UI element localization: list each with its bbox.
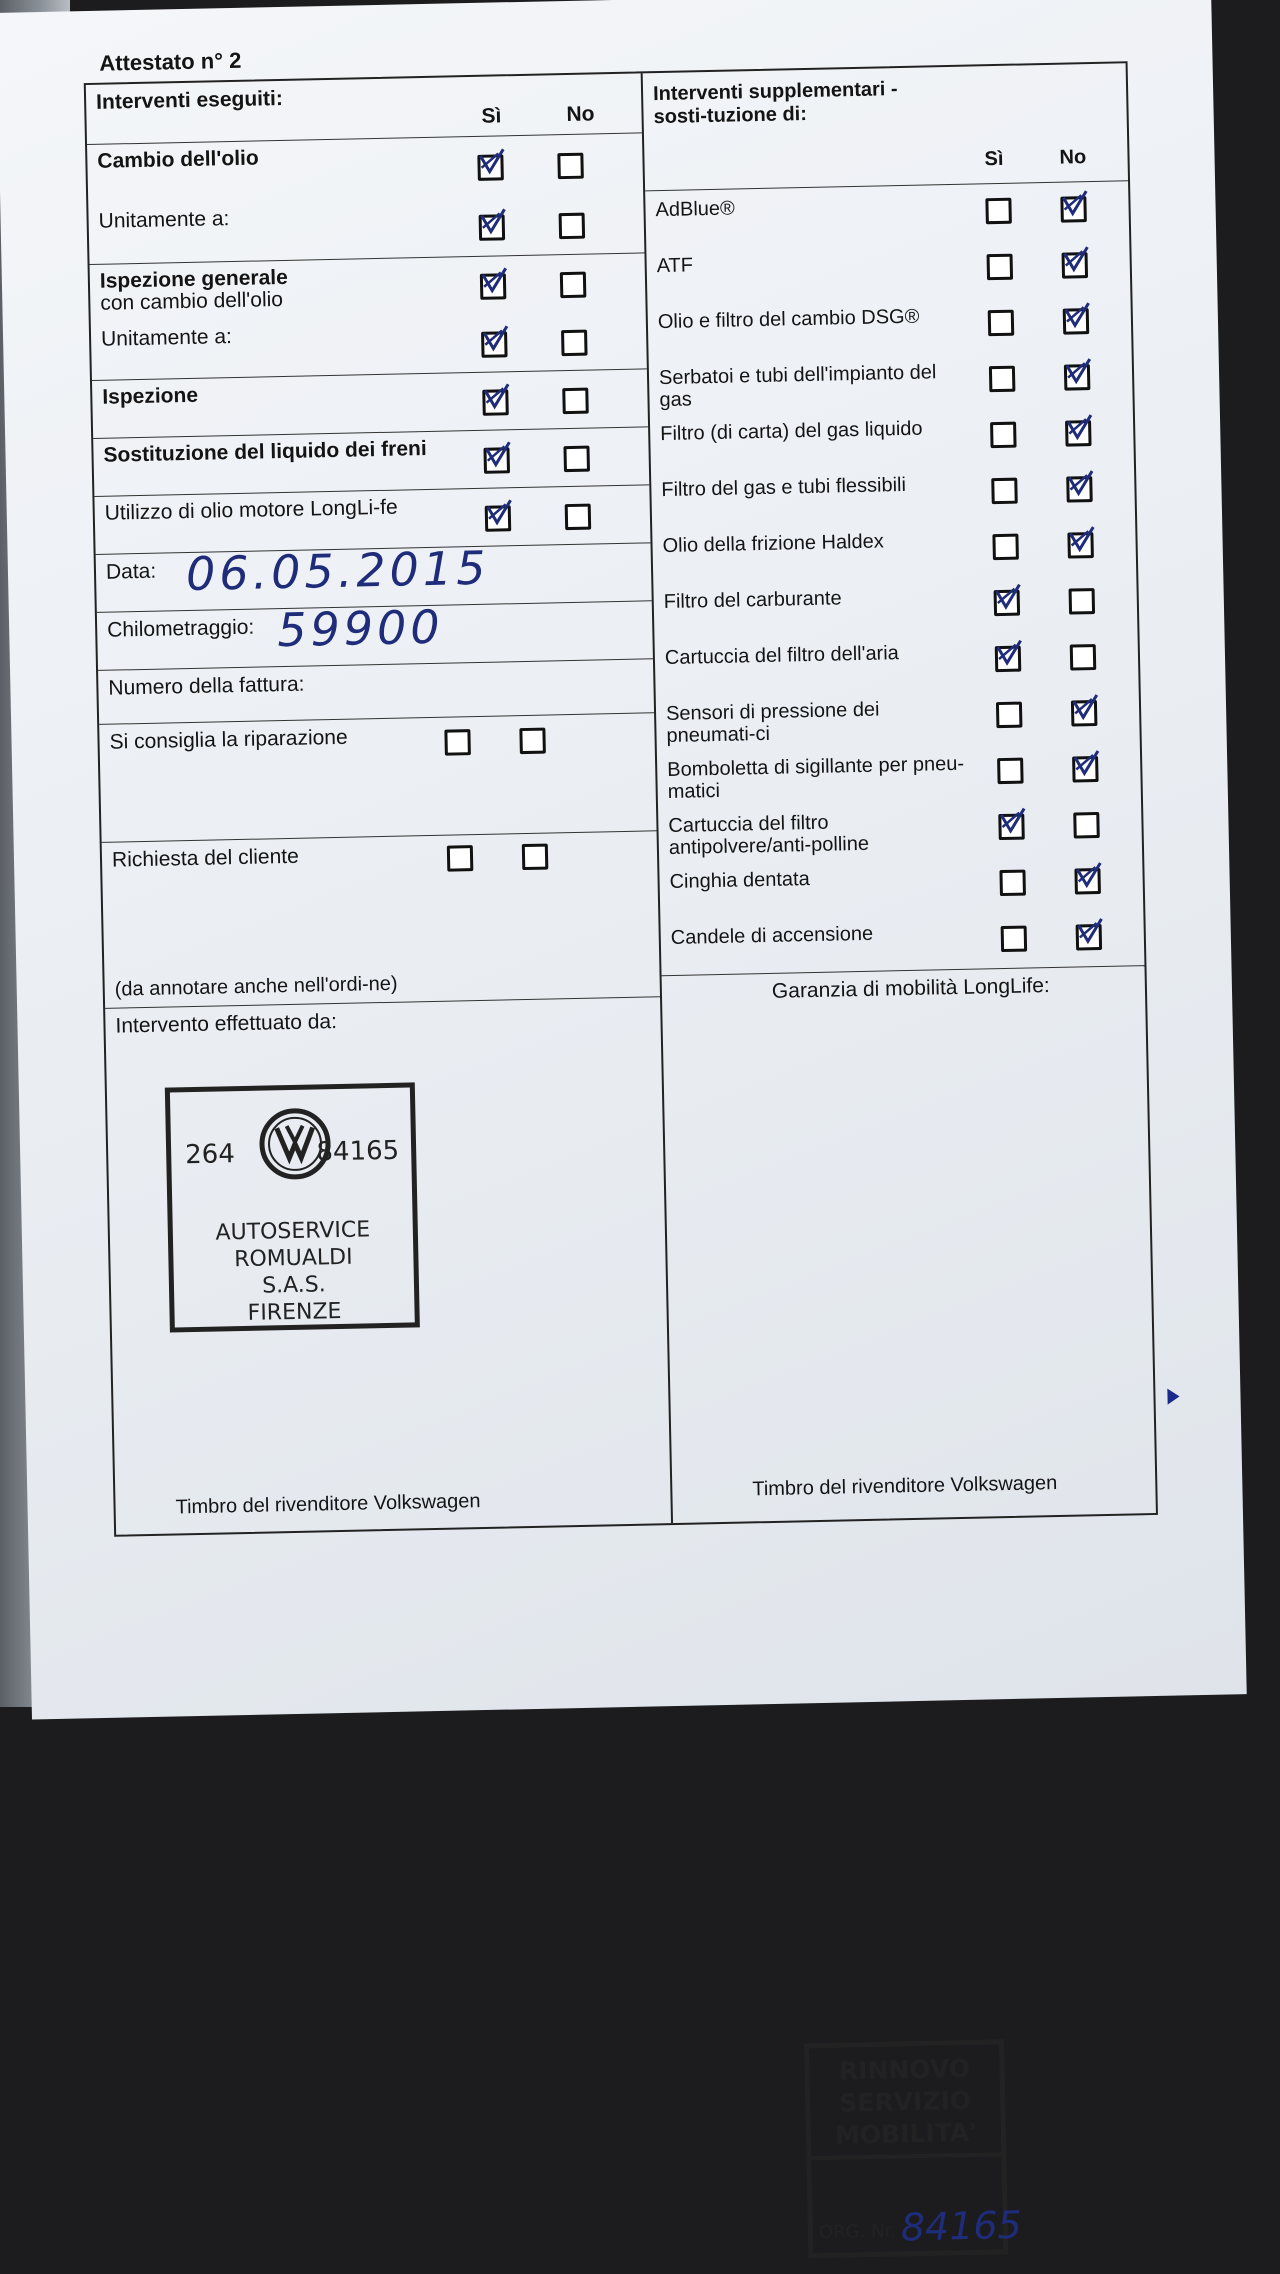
right-row xyxy=(651,461,1135,527)
right-row xyxy=(647,293,1131,359)
right-row-no-checkbox[interactable] xyxy=(1062,252,1089,279)
right-row-yes-checkbox[interactable] xyxy=(987,254,1014,281)
right-row-yes-checkbox[interactable] xyxy=(990,422,1017,449)
left-row-yes-checkbox[interactable] xyxy=(480,273,507,300)
right-row-yes-checkbox[interactable] xyxy=(997,758,1024,785)
right-row-no-checkbox[interactable] xyxy=(1066,476,1093,503)
left-row-no-checkbox[interactable] xyxy=(557,153,584,180)
page-title: Attestato n° 2 xyxy=(99,47,242,76)
right-header xyxy=(643,63,1128,191)
customer-request-row xyxy=(102,831,660,1009)
left-row-no-checkbox[interactable] xyxy=(565,504,592,531)
left-row-yes-checkbox[interactable] xyxy=(479,214,506,241)
right-row-no-checkbox[interactable] xyxy=(1060,196,1087,223)
right-row-label: Candele di accensione xyxy=(670,922,874,949)
date-value[interactable]: 06.05.2015 xyxy=(185,540,490,602)
footer-left-label: Timbro del rivenditore Volkswagen xyxy=(175,1490,481,1519)
km-value[interactable]: 59900 xyxy=(276,599,445,658)
right-row-no-checkbox[interactable] xyxy=(1064,364,1091,391)
right-row-label: Olio della frizione Haldex xyxy=(662,530,884,558)
right-row-no-checkbox[interactable] xyxy=(1074,868,1101,895)
invoice-label[interactable]: Numero della fattura: xyxy=(108,672,305,700)
left-row-sublabel: con cambio dell'olio xyxy=(100,287,284,315)
right-row-label: Filtro del carburante xyxy=(663,587,842,614)
stamp-line-1: AUTOSERVICE xyxy=(215,1217,371,1246)
left-row-label: Utilizzo di olio motore LongLi-fe xyxy=(104,495,398,525)
right-yes-header: Sì xyxy=(984,147,1004,171)
right-row-no-checkbox[interactable] xyxy=(1069,588,1096,615)
left-row-label: Cambio dell'olio xyxy=(97,146,259,173)
footer-right-label: Timbro del rivenditore Volkswagen xyxy=(752,1472,1058,1501)
right-header-label: Interventi supplementari - sosti-tuzione di: xyxy=(652,78,898,129)
stamp-dealer-number: 84165 xyxy=(316,1135,400,1168)
right-row-no-checkbox[interactable] xyxy=(1065,420,1092,447)
right-row-yes-checkbox[interactable] xyxy=(1001,926,1028,953)
right-row-yes-checkbox[interactable] xyxy=(995,646,1022,673)
mobility-line-1: RINNOVO xyxy=(838,2053,971,2086)
right-row-yes-checkbox[interactable] xyxy=(994,590,1021,617)
right-row-label: Cinghia dentata xyxy=(669,868,810,893)
mobility-line-2: SERVIZIO xyxy=(839,2085,972,2118)
dealer-stamp xyxy=(165,1082,420,1332)
right-row-yes-checkbox[interactable] xyxy=(991,478,1018,505)
right-row xyxy=(656,685,1140,751)
right-row xyxy=(649,349,1133,415)
right-row-yes-checkbox[interactable] xyxy=(996,702,1023,729)
org-number-label: ORG. Nr. xyxy=(818,2220,897,2244)
right-row-no-checkbox[interactable] xyxy=(1070,644,1097,671)
left-row-yes-checkbox[interactable] xyxy=(485,505,512,532)
org-number-value: 84165 xyxy=(900,2202,1023,2250)
right-row xyxy=(660,909,1144,975)
right-row xyxy=(650,405,1134,471)
left-row-label: Sostituzione del liquido dei freni xyxy=(103,436,427,467)
stamp-dealer-code: 264 xyxy=(184,1139,236,1171)
right-row-label: AdBlue® xyxy=(655,197,735,222)
left-row-label: Ispezione xyxy=(102,383,199,409)
right-row-label: Filtro del gas e tubi flessibili xyxy=(661,473,907,502)
right-row-yes-checkbox[interactable] xyxy=(989,366,1016,393)
mobility-label: Garanzia di mobilità LongLife: xyxy=(771,974,1050,1003)
right-row-no-checkbox[interactable] xyxy=(1063,308,1090,335)
left-row-label: Ispezione generale xyxy=(99,265,289,293)
right-row xyxy=(645,181,1129,247)
performed-by-label: Intervento effettuato da: xyxy=(115,1009,338,1038)
mobility-stamp-text xyxy=(809,2044,1001,2160)
left-rows xyxy=(87,133,650,555)
right-row-yes-checkbox[interactable] xyxy=(988,310,1015,337)
right-row-no-checkbox[interactable] xyxy=(1073,812,1100,839)
left-row-no-checkbox[interactable] xyxy=(563,446,590,473)
right-row-label: Sensori di pressione dei pneumati-ci xyxy=(665,698,880,748)
stamp-line-4: FIRENZE xyxy=(247,1298,342,1326)
request-yes-checkbox[interactable] xyxy=(447,845,474,872)
service-form xyxy=(83,29,1174,2250)
repair-label: Si consiglia la riparazione xyxy=(109,725,348,754)
right-row-label: ATF xyxy=(656,254,694,278)
date-label: Data: xyxy=(105,559,157,584)
next-page-arrow-icon[interactable] xyxy=(1167,1388,1179,1404)
right-row xyxy=(658,797,1142,863)
repair-no-checkbox[interactable] xyxy=(519,728,546,755)
mobility-row xyxy=(662,966,1156,2250)
right-row-label: Filtro (di carta) del gas liquido xyxy=(659,417,923,446)
right-row-no-checkbox[interactable] xyxy=(1067,532,1094,559)
no-column-header: No xyxy=(566,102,595,126)
right-row xyxy=(653,573,1137,639)
right-row xyxy=(652,517,1136,583)
repair-row xyxy=(99,713,656,843)
mobility-stamp xyxy=(804,2039,1023,2258)
right-rows xyxy=(645,181,1144,976)
form-table xyxy=(84,61,1158,2250)
mobility-line-3: MOBILITA' xyxy=(834,2117,978,2150)
right-row-label: Serbatoi e tubi dell'impianto del gas xyxy=(658,361,937,412)
left-row-yes-checkbox[interactable] xyxy=(482,389,509,416)
right-no-header: No xyxy=(1059,146,1087,169)
left-row-label: Unitamente a: xyxy=(100,325,233,351)
right-row-label: Cartuccia del filtro antipolvere/anti-polline xyxy=(668,811,870,860)
left-row-no-checkbox[interactable] xyxy=(561,330,588,357)
right-row xyxy=(657,741,1141,807)
annotate-note: (da annotare anche nell'ordi-ne) xyxy=(114,972,398,1001)
repair-yes-checkbox[interactable] xyxy=(444,729,471,756)
right-row xyxy=(655,629,1139,695)
km-label: Chilometraggio: xyxy=(106,615,255,642)
right-row-no-checkbox[interactable] xyxy=(1071,700,1098,727)
right-row xyxy=(659,853,1143,919)
left-row-no-checkbox[interactable] xyxy=(560,272,587,299)
left-header-label: Interventi eseguiti: xyxy=(95,86,284,114)
yes-column-header: Sì xyxy=(481,104,502,128)
right-row-yes-checkbox[interactable] xyxy=(998,814,1025,841)
right-row-label: Olio e filtro del cambio DSG® xyxy=(657,305,920,334)
right-row-label: Cartuccia del filtro dell'aria xyxy=(664,642,900,670)
left-row-yes-checkbox[interactable] xyxy=(481,331,508,358)
right-row-yes-checkbox[interactable] xyxy=(985,198,1012,225)
right-row-no-checkbox[interactable] xyxy=(1076,924,1103,951)
left-row-no-checkbox[interactable] xyxy=(562,388,589,415)
right-row-label: Bomboletta di sigillante per pneu-matici xyxy=(667,752,965,804)
left-column xyxy=(86,73,673,1534)
right-row xyxy=(646,237,1130,303)
left-row-yes-checkbox[interactable] xyxy=(483,447,510,474)
right-row-yes-checkbox[interactable] xyxy=(999,870,1026,897)
stamp-dealer-name xyxy=(173,1215,415,1328)
stamp-line-3: S.A.S. xyxy=(261,1272,327,1299)
left-row-label: Unitamente a: xyxy=(98,207,230,233)
request-no-checkbox[interactable] xyxy=(522,844,549,871)
performed-by-row xyxy=(105,997,671,1535)
stamp-line-2: ROMUALDI xyxy=(233,1244,353,1273)
left-row-no-checkbox[interactable] xyxy=(559,213,586,240)
left-row-yes-checkbox[interactable] xyxy=(477,154,504,181)
customer-request-label: Richiesta del cliente xyxy=(111,844,299,872)
right-column xyxy=(643,63,1156,2250)
right-row-yes-checkbox[interactable] xyxy=(992,534,1019,561)
right-row-no-checkbox[interactable] xyxy=(1072,756,1099,783)
